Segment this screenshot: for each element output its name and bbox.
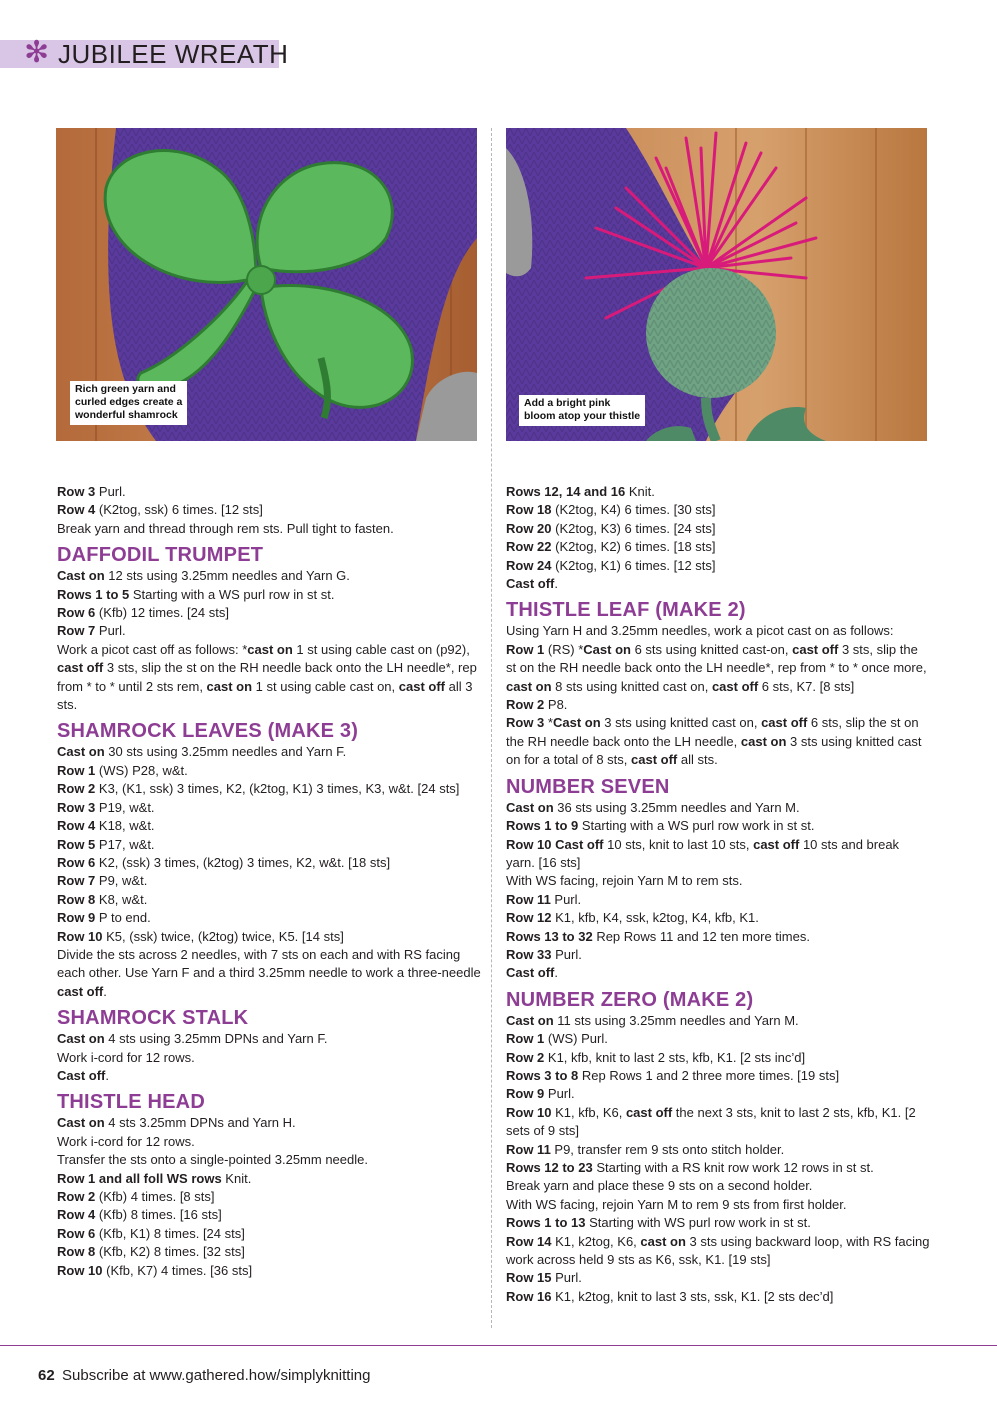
instruction-label: cast off <box>57 660 104 676</box>
instruction-text: Knit. <box>625 484 655 499</box>
instruction-text: K5, (ssk) twice, (k2tog) twice, K5. [14 sts] <box>102 928 344 944</box>
instruction-text: (Kfb) 4 times. [8 sts] <box>95 1189 215 1204</box>
instruction-text: Starting with WS purl row work in st st. <box>585 1215 811 1231</box>
instruction-label: Row 2 <box>506 1049 545 1065</box>
instruction-text: K3, (K1, ssk) 3 times, K2, (k2tog, K1) 3 times, K3, w&t. [24 sts] <box>95 781 460 797</box>
pattern-line <box>506 1049 930 1067</box>
instruction-text: Purl. <box>550 891 582 907</box>
instruction-text: 6 sts, slip the st on the RH needle back onto the LH needle, <box>506 715 919 749</box>
instruction-text: (K2tog, K4) 6 times. [30 sts] <box>551 502 716 518</box>
instruction-label: Row 8 <box>57 891 96 907</box>
pattern-line <box>506 1141 930 1159</box>
instruction-text: K1, k2tog, K6, <box>551 1233 641 1249</box>
pattern-line <box>506 557 930 575</box>
pattern-line <box>506 891 930 909</box>
instruction-label: Cast on <box>552 715 601 731</box>
instruction-label: Row 14 <box>506 1233 552 1249</box>
instruction-text: P9, transfer rem 9 sts onto stitch holder. <box>550 1141 785 1157</box>
daffodil-trumpet-section <box>57 567 481 714</box>
pattern-line <box>506 946 930 964</box>
pattern-line <box>57 641 481 715</box>
pattern-line <box>57 780 481 798</box>
pattern-line <box>506 1159 930 1177</box>
section-heading: THISTLE HEAD <box>57 1091 205 1114</box>
instruction-label: Cast off <box>506 965 555 981</box>
instruction-label: Row 4 <box>57 1207 96 1223</box>
caption-line: Add a bright pink <box>524 397 611 409</box>
page-title: JUBILEE WREATH <box>58 39 289 69</box>
instruction-text: * <box>544 715 553 731</box>
pattern-line <box>506 836 930 873</box>
pattern-line <box>506 1012 930 1030</box>
pattern-line <box>506 799 930 817</box>
instruction-text: all 3 sts. <box>57 678 473 713</box>
instruction-label: Cast on <box>506 1012 554 1028</box>
pattern-line <box>506 1214 930 1232</box>
instruction-text: K1, k2tog, knit to last 3 sts, ssk, K1. [2 sts dec’d] <box>551 1288 834 1304</box>
instruction-text: 6 sts, K7. [8 sts] <box>758 678 855 694</box>
instruction-text: 4 sts using 3.25mm DPNs and Yarn F. <box>104 1031 328 1047</box>
instruction-label: Row 4 <box>57 818 96 834</box>
instruction-label: Row 33 <box>506 946 552 962</box>
instruction-text: Starting with a WS purl row work in st st. <box>578 818 815 834</box>
pattern-line <box>506 483 930 501</box>
caption-line: wonderful shamrock <box>75 409 178 421</box>
instruction-label: Row 2 <box>506 697 545 713</box>
instruction-text: 8 sts using knitted cast on, <box>551 678 712 694</box>
instruction-label: Row 9 <box>57 910 96 926</box>
pattern-line <box>57 854 481 872</box>
instruction-label: Cast on <box>57 1115 105 1131</box>
instruction-label: Cast on <box>57 1031 105 1047</box>
instruction-label: Rows 1 to 9 <box>506 818 579 834</box>
instruction-label: Cast off <box>506 576 555 592</box>
instruction-text: With WS facing, rejoin Yarn M to rem sts. <box>506 873 743 889</box>
pattern-line <box>57 520 481 538</box>
footer-subscribe-text: Subscribe at www.gathered.how/simplyknitting <box>62 1367 371 1384</box>
instruction-text: (RS) * <box>544 641 584 657</box>
instruction-text: Rep Rows 1 and 2 three more times. [19 sts] <box>578 1067 840 1083</box>
instruction-label: Cast off <box>57 1067 106 1083</box>
column-divider <box>491 128 492 1328</box>
pattern-line <box>506 909 930 927</box>
instruction-text: K1, kfb, knit to last 2 sts, kfb, K1. [2 sts inc’d] <box>544 1049 806 1065</box>
instruction-text: Divide the sts across 2 needles, with 7 sts on each and with RS facing each other. Use Yarn F and a third 3.25mm needle to work a three-needle <box>57 946 481 981</box>
instruction-text: the next 3 sts, knit to last 2 sts, kfb, K1. [2 sets of 9 sts] <box>506 1104 916 1139</box>
section-heading: DAFFODIL TRUMPET <box>57 544 264 567</box>
instruction-label: cast on <box>247 641 293 657</box>
instruction-label: cast off <box>753 836 800 852</box>
left-column <box>57 483 481 1280</box>
pattern-line <box>506 641 930 696</box>
pattern-line <box>506 575 930 593</box>
instruction-label: cast off <box>711 678 759 694</box>
instruction-label: Row 10 <box>57 928 103 944</box>
instruction-text: P19, w&t. <box>95 799 155 815</box>
instruction-text: . <box>554 965 559 981</box>
instruction-label: Row 4 <box>57 502 96 518</box>
instruction-label: cast off <box>792 641 839 657</box>
pattern-line <box>506 964 930 982</box>
photo-caption-left <box>70 381 187 425</box>
instruction-text: K1, kfb, K6, <box>551 1104 626 1120</box>
instruction-label: Row 7 <box>57 623 96 639</box>
instruction-label: Row 6 <box>57 854 96 870</box>
pattern-line <box>57 872 481 890</box>
instruction-text: P8. <box>544 697 568 713</box>
flower-icon: ✻ <box>24 36 50 69</box>
pattern-line <box>506 1067 930 1085</box>
instruction-label: Row 10 <box>506 1104 552 1120</box>
pattern-line <box>57 501 481 519</box>
pattern-line <box>506 1104 930 1141</box>
instruction-label: Cast on <box>57 568 105 584</box>
pattern-line <box>57 1067 481 1085</box>
pattern-line <box>57 1225 481 1243</box>
instruction-text: Work i-cord for 12 rows. <box>57 1133 195 1149</box>
caption-line: curled edges create a <box>75 396 183 408</box>
instruction-text: Purl. <box>544 1086 575 1102</box>
pattern-line <box>506 1177 930 1195</box>
instruction-text: (K2tog, K1) 6 times. [12 sts] <box>551 557 716 573</box>
instruction-label: cast on <box>206 678 253 694</box>
pattern-line <box>506 714 930 769</box>
caption-line: bloom atop your thistle <box>524 410 641 422</box>
pattern-line <box>57 1188 481 1206</box>
instruction-label: Row 24 <box>506 557 552 573</box>
instruction-text: 3 sts, slip the st on the RH needle back onto the LH needle*, rep from * to * once more, <box>506 641 927 676</box>
shamrock-stalk-section <box>57 1030 481 1085</box>
section-heading: NUMBER SEVEN <box>506 775 670 798</box>
instruction-label: Row 7 <box>57 873 96 889</box>
instruction-label: Cast on <box>583 641 631 657</box>
instruction-label: Cast on <box>506 799 554 815</box>
instruction-label: Row 3 <box>506 715 545 731</box>
section-heading: THISTLE LEAF (MAKE 2) <box>506 599 746 622</box>
instruction-label: Rows 1 to 5 <box>57 586 130 602</box>
pattern-line <box>57 586 481 604</box>
pattern-line <box>506 538 930 556</box>
pattern-line <box>57 483 481 501</box>
caption-line: Rich green yarn and <box>75 383 176 395</box>
pattern-line <box>506 501 930 519</box>
section-heading: SHAMROCK LEAVES (MAKE 3) <box>57 720 359 743</box>
instruction-text: 30 sts using 3.25mm needles and Yarn F. <box>104 744 347 760</box>
instruction-label: Row 9 <box>506 1086 545 1102</box>
instruction-label: cast off <box>57 983 104 999</box>
instruction-text: 10 sts, knit to last 10 sts, <box>603 836 754 852</box>
pattern-line <box>506 1233 930 1270</box>
instruction-label: Row 15 <box>506 1270 552 1286</box>
pattern-line <box>506 1288 930 1306</box>
pattern-line <box>506 1196 930 1214</box>
instruction-text: Purl. <box>551 946 582 962</box>
instruction-label: Rows 12 to 23 <box>506 1160 593 1175</box>
photo-caption-right <box>519 395 645 426</box>
instruction-label: Row 6 <box>57 1225 96 1241</box>
instruction-label: Row 1 <box>506 1031 545 1047</box>
instruction-text: 1 st using cable cast on (p92), <box>292 641 470 657</box>
footer-rule <box>0 1345 997 1346</box>
section-heading: NUMBER ZERO (MAKE 2) <box>506 988 754 1011</box>
pattern-line <box>57 928 481 946</box>
instruction-text: P to end. <box>95 910 151 926</box>
section-heading: SHAMROCK STALK <box>57 1007 249 1030</box>
pattern-line <box>506 1030 930 1048</box>
instruction-text: Rep Rows 11 and 12 ten more times. <box>592 928 810 944</box>
instruction-text: Purl. <box>95 484 126 499</box>
instruction-text: K1, kfb, K4, ssk, k2tog, K4, kfb, K1. <box>551 910 759 926</box>
instruction-text: P9, w&t. <box>95 873 148 889</box>
pattern-line <box>506 872 930 890</box>
instruction-text: 11 sts using 3.25mm needles and Yarn M. <box>553 1012 799 1028</box>
instruction-label: cast off <box>398 678 445 694</box>
instruction-label: Row 3 <box>57 484 96 499</box>
instruction-label: cast on <box>640 1233 686 1249</box>
instruction-text: P17, w&t. <box>95 836 155 852</box>
instruction-text: 6 sts using knitted cast-on, <box>630 641 793 657</box>
instruction-text: Starting with a WS purl row in st st. <box>129 586 335 602</box>
instruction-label: cast off <box>631 752 678 768</box>
instruction-text: Knit. <box>221 1170 252 1186</box>
thistle-head-section <box>57 1114 481 1280</box>
instruction-text: 10 sts and break yarn. [16 sts] <box>506 836 900 870</box>
instruction-text: (Kfb, K1) 8 times. [24 sts] <box>95 1225 245 1241</box>
instruction-text: (K2tog, ssk) 6 times. [12 sts] <box>95 502 263 518</box>
pattern-line <box>57 836 481 854</box>
instruction-text: (Kfb) 12 times. [24 sts] <box>95 605 229 621</box>
instruction-text: 3 sts using knitted cast on, <box>600 715 762 731</box>
pattern-line <box>57 817 481 835</box>
instruction-text: Purl. <box>551 1270 582 1286</box>
instruction-label: Row 11 <box>506 1141 551 1157</box>
pattern-line <box>57 891 481 909</box>
instruction-text: Transfer the sts onto a single-pointed 3.25mm needle. <box>57 1152 368 1168</box>
pattern-line <box>57 1133 481 1151</box>
instruction-label: Rows 13 to 32 <box>506 928 593 944</box>
instruction-text: 3 sts using backward loop, with RS facing work across held 9 sts as K6, ssk, K1. [19 sts] <box>506 1233 930 1268</box>
instruction-text: 36 sts using 3.25mm needles and Yarn M. <box>553 799 800 815</box>
instruction-text: (WS) P28, w&t. <box>95 762 188 778</box>
instruction-text: (Kfb) 8 times. [16 sts] <box>95 1207 222 1223</box>
instruction-label: Row 10 <box>57 1262 103 1278</box>
pattern-line <box>57 1206 481 1224</box>
thistle-leaf-section <box>506 622 930 769</box>
instruction-text: 1 st using cable cast on, <box>252 678 399 694</box>
shamrock-leaves-section <box>57 743 481 1001</box>
pattern-line <box>506 817 930 835</box>
instruction-text: K2, (ssk) 3 times, (k2tog) 3 times, K2, w&t. [18 sts] <box>95 854 391 870</box>
instruction-text: 12 sts using 3.25mm needles and Yarn G. <box>104 568 350 584</box>
instruction-text: Starting with a RS knit row work 12 rows in st st. <box>592 1160 874 1175</box>
right-column <box>506 483 930 1306</box>
instruction-text: Break yarn and place these 9 sts on a second holder. <box>506 1178 813 1194</box>
instruction-label: cast on <box>506 678 552 694</box>
instruction-label: cast on <box>740 733 787 749</box>
instruction-label: Row 10 Cast off <box>506 836 604 852</box>
instruction-text: (Kfb, K7) 4 times. [36 sts] <box>102 1262 253 1278</box>
instruction-text: 3 sts using knitted cast on for a total of 8 sts, <box>506 733 922 768</box>
pattern-line <box>57 1262 481 1280</box>
instruction-label: Row 3 <box>57 799 96 815</box>
instruction-text: (K2tog, K2) 6 times. [18 sts] <box>551 539 716 555</box>
instruction-text: With WS facing, rejoin Yarn M to rem 9 sts from first holder. <box>506 1196 847 1212</box>
instruction-label: Row 2 <box>57 781 96 797</box>
instruction-text: . <box>105 1067 110 1083</box>
pattern-line <box>57 946 481 1001</box>
instruction-label: Row 11 <box>506 891 551 907</box>
instruction-text: . <box>554 576 559 592</box>
instruction-text: Work a picot cast off as follows: * <box>57 641 248 657</box>
pattern-line <box>506 1085 930 1103</box>
instruction-label: Rows 1 to 13 <box>506 1215 586 1231</box>
instruction-label: Row 18 <box>506 502 552 518</box>
pattern-line <box>57 1170 481 1188</box>
pattern-line <box>57 743 481 761</box>
instruction-text: all sts. <box>677 752 718 768</box>
pattern-line <box>57 1049 481 1067</box>
instruction-label: Row 5 <box>57 836 96 852</box>
instruction-text: . <box>103 983 107 999</box>
pattern-line <box>506 622 930 640</box>
pattern-line <box>57 1243 481 1261</box>
pattern-line <box>506 696 930 714</box>
instruction-label: Row 8 <box>57 1244 96 1260</box>
pattern-line <box>506 520 930 538</box>
instruction-label: Row 1 <box>506 641 545 657</box>
instruction-label: Row 1 <box>57 762 96 778</box>
instruction-label: Rows 12, 14 and 16 <box>506 484 626 499</box>
pattern-line <box>57 604 481 622</box>
instruction-text: Purl. <box>95 623 126 639</box>
pattern-line <box>57 567 481 585</box>
pattern-line <box>57 762 481 780</box>
instruction-label: Row 2 <box>57 1189 96 1204</box>
instruction-text: (Kfb, K2) 8 times. [32 sts] <box>95 1244 245 1260</box>
pattern-line <box>57 909 481 927</box>
number-seven-section <box>506 799 930 983</box>
instruction-label: Row 22 <box>506 539 552 555</box>
instruction-text: Break yarn and thread through rem sts. Pull tight to fasten. <box>57 520 394 536</box>
pattern-line <box>57 1151 481 1169</box>
instruction-text: 3 sts, slip the st on the RH needle back onto the LH needle*, rep from * to * until 2 sts rem, <box>57 660 477 694</box>
instruction-text: Work i-cord for 12 rows. <box>57 1049 195 1065</box>
pattern-line <box>57 799 481 817</box>
pattern-line <box>57 1114 481 1132</box>
intro-section <box>57 483 481 538</box>
page-number: 62 <box>38 1367 55 1384</box>
instruction-label: Row 12 <box>506 910 552 926</box>
instruction-text: K18, w&t. <box>95 818 155 834</box>
pattern-line <box>506 1269 930 1287</box>
instruction-text: (K2tog, K3) 6 times. [24 sts] <box>551 520 716 536</box>
instruction-label: Row 1 and all foll WS rows <box>57 1170 222 1186</box>
instruction-text: 4 sts 3.25mm DPNs and Yarn H. <box>104 1115 296 1131</box>
pattern-line <box>57 622 481 640</box>
instruction-label: cast off <box>761 715 808 731</box>
intro-section <box>506 483 930 593</box>
pattern-line <box>506 928 930 946</box>
instruction-label: Rows 3 to 8 <box>506 1067 579 1083</box>
instruction-label: cast off <box>625 1104 673 1120</box>
instruction-label: Cast on <box>57 744 105 760</box>
instruction-text: Using Yarn H and 3.25mm needles, work a picot cast on as follows: <box>506 623 894 639</box>
pattern-line <box>57 1030 481 1048</box>
instruction-text: (WS) Purl. <box>544 1031 608 1047</box>
instruction-label: Row 20 <box>506 520 552 536</box>
instruction-text: K8, w&t. <box>95 891 148 907</box>
number-zero-section <box>506 1012 930 1307</box>
instruction-label: Row 6 <box>57 605 96 621</box>
instruction-label: Row 16 <box>506 1288 552 1304</box>
